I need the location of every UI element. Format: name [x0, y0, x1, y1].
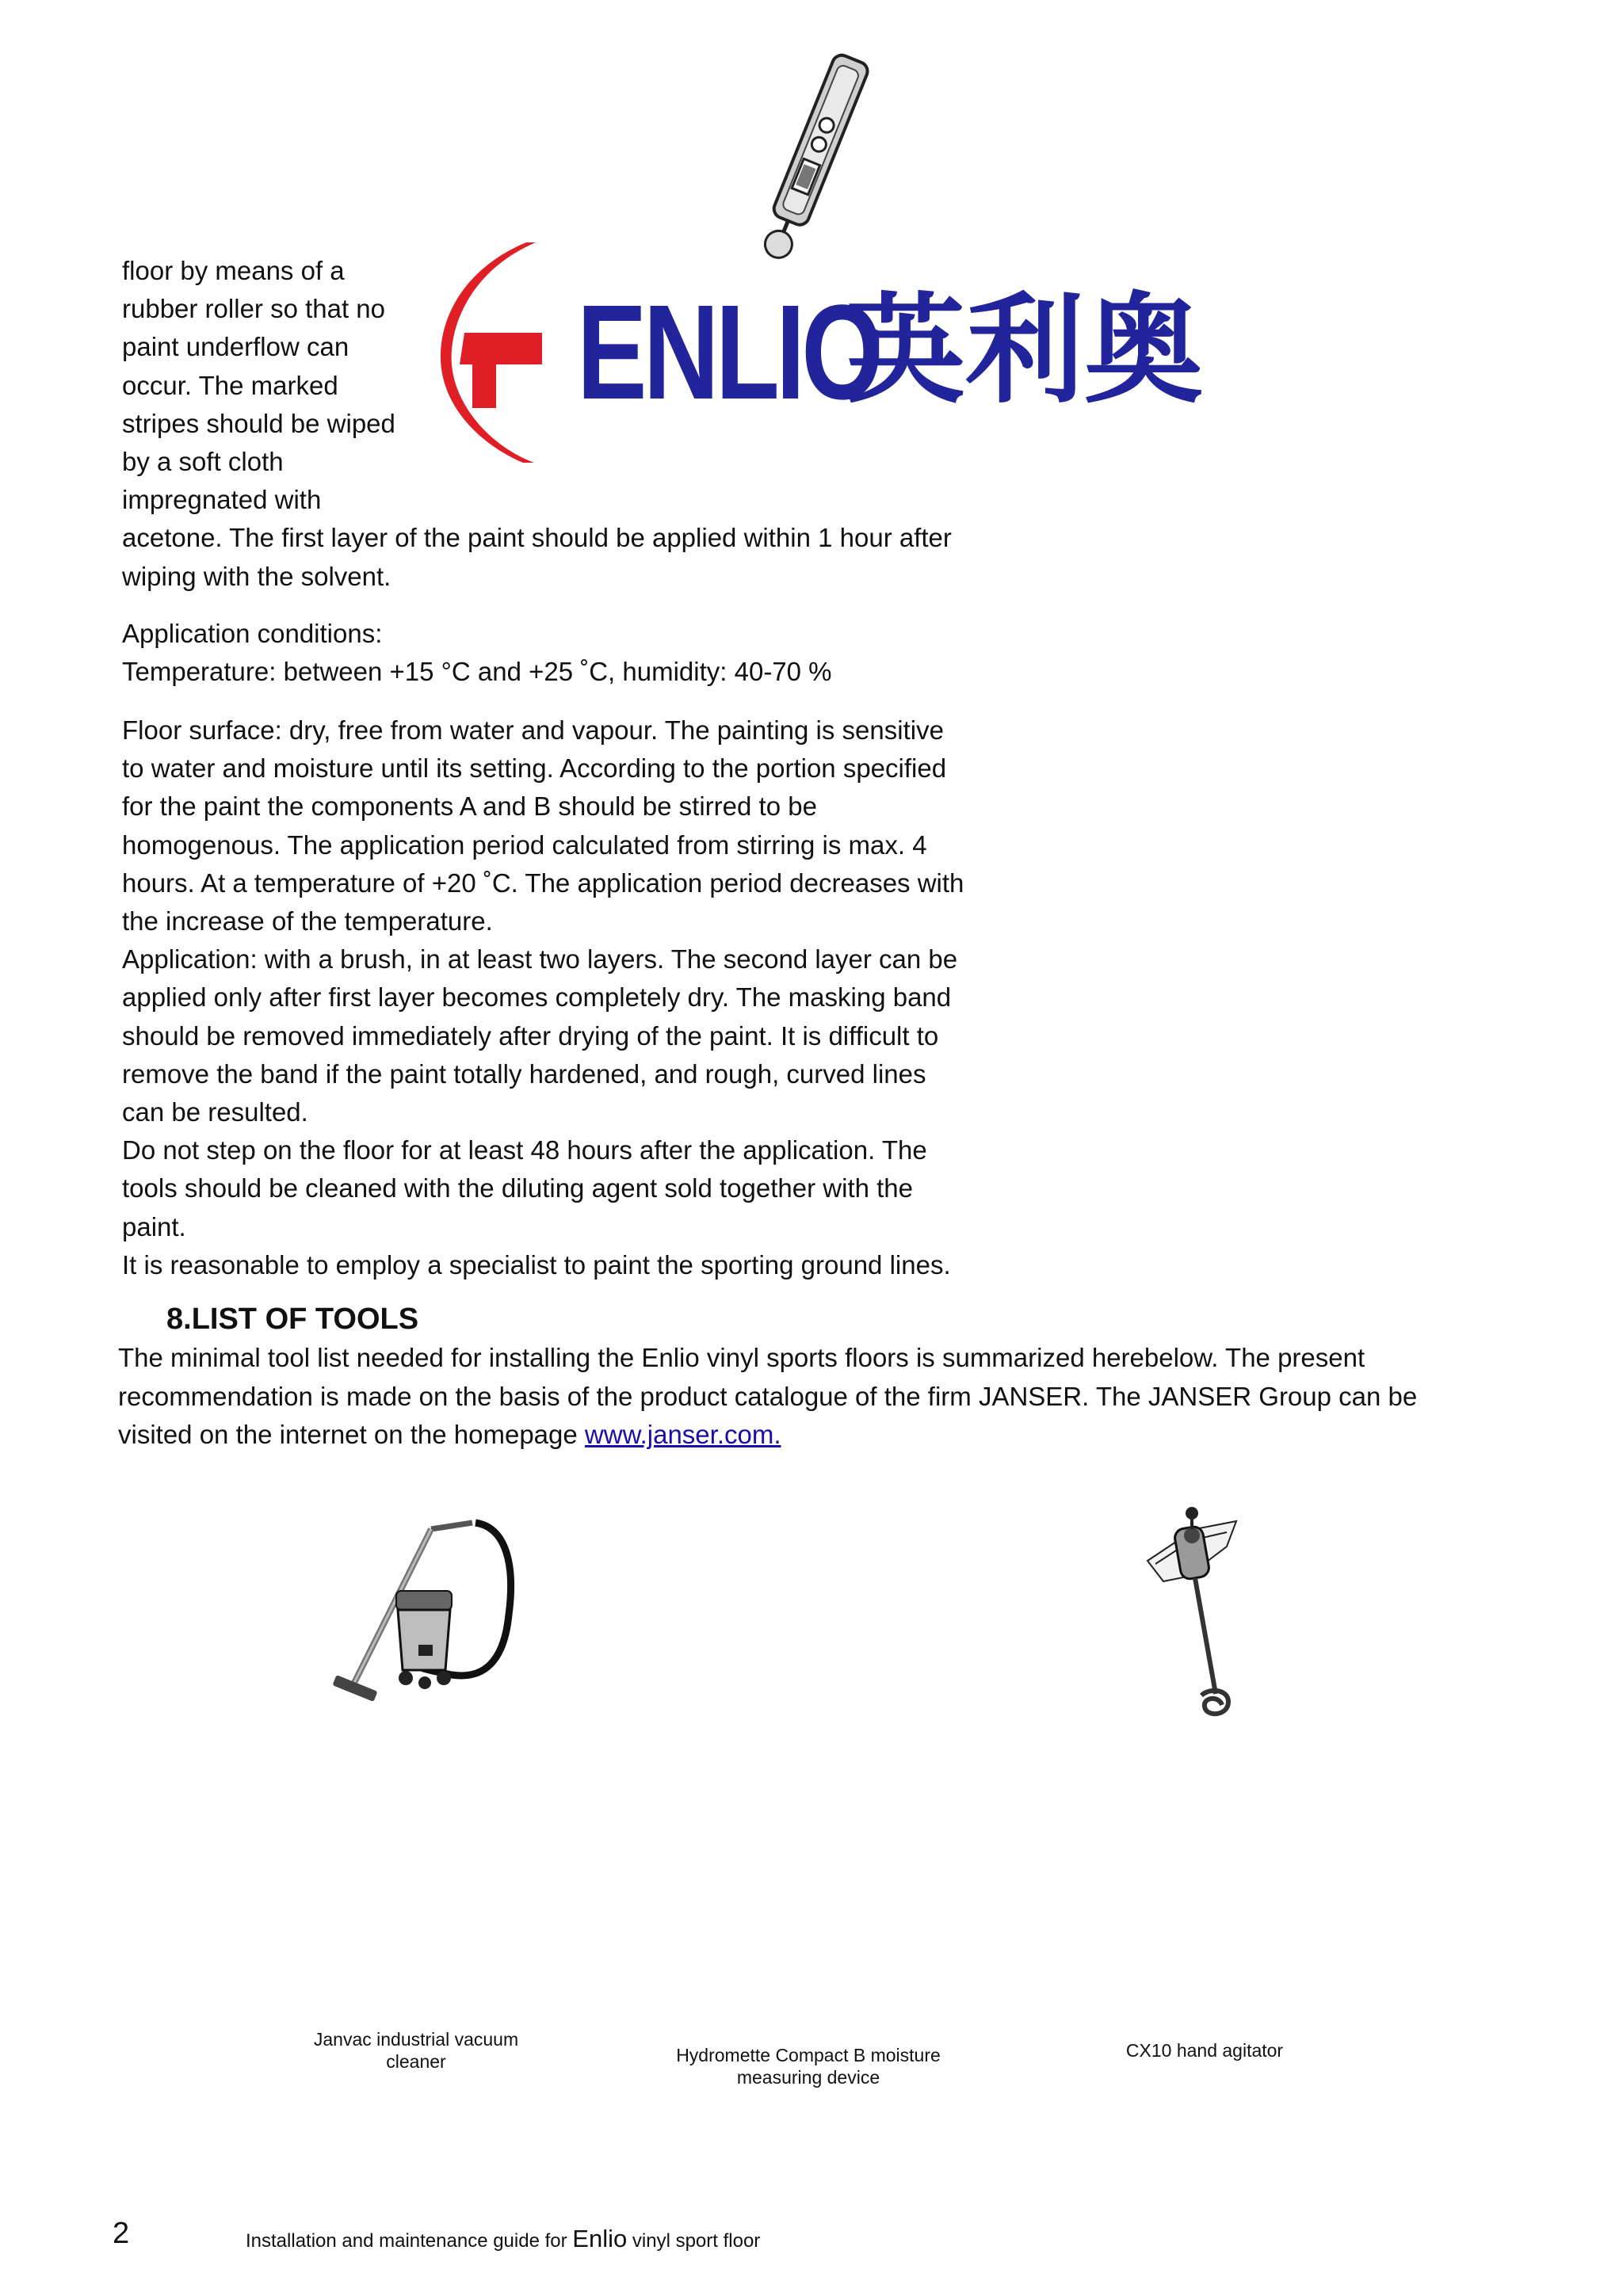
tool-caption-agitator	[1078, 2039, 1331, 2061]
text-line: Application conditions:	[122, 619, 383, 648]
text-line: occur. The marked	[122, 370, 338, 400]
footer-text-before: Installation and maintenance guide for	[246, 2230, 573, 2252]
text-line: Floor surface: dry, free from water and vapour. The painting is sensitive	[122, 715, 944, 745]
text-line: It is reasonable to employ a specialist to paint the sporting ground lines.	[122, 1249, 951, 1280]
caption-line: cleaner	[386, 2051, 446, 2072]
text-line: paint.	[122, 1211, 186, 1241]
text-line: Application: with a brush, in at least two layers. The second layer can be	[122, 944, 958, 974]
text-line: wiping with the solvent.	[122, 561, 391, 591]
page-number: 2	[113, 2217, 130, 2250]
text-line: by a soft cloth	[122, 447, 284, 477]
footer-brand: Enlio	[572, 2225, 628, 2252]
footer-title	[246, 2225, 760, 2253]
text-line: can be resulted.	[122, 1097, 308, 1127]
surface-paragraph	[122, 711, 964, 1284]
paint-prep-paragraph	[122, 252, 952, 596]
text-line: to water and moisture until its setting. According to the portion specified	[122, 753, 947, 784]
text-line: acetone. The first layer of the paint should be applied within 1 hour after	[122, 523, 952, 553]
enlio-logo-text: ENLIO	[577, 277, 880, 428]
caption-line: measuring device	[736, 2067, 880, 2088]
text-line: applied only after first layer becomes completely dry. The masking band	[122, 982, 952, 1013]
text-line: rubber roller so that no	[122, 294, 386, 324]
moisture-meter-icon	[737, 44, 880, 266]
tool-caption-vacuum	[285, 2028, 547, 2073]
text-line: floor by means of a	[122, 256, 345, 285]
enlio-logo-chinese: 英利奥	[846, 282, 1204, 420]
text-line: should be removed immediately after drying of the paint. It is difficult to	[122, 1020, 939, 1051]
text-line: the increase of the temperature.	[122, 906, 493, 936]
section-heading: 8.LIST OF TOOLS	[166, 1302, 419, 1336]
text-line: remove the band if the paint totally hardened, and rough, curved lines	[122, 1058, 926, 1089]
tools-intro-paragraph	[118, 1339, 1545, 1455]
text-line: hours. At a temperature of +20 ˚C. The application period decreases with	[122, 868, 964, 898]
conditions-paragraph	[122, 615, 832, 691]
text-line: impregnated with	[122, 485, 322, 515]
janser-link[interactable]: www.janser.com.	[584, 1420, 781, 1449]
caption-line: Hydromette Compact B moisture	[676, 2045, 941, 2065]
text-line: paint underflow can	[122, 332, 349, 362]
hand-agitator-icon	[1140, 1505, 1251, 1727]
text-line: The minimal tool list needed for installing the Enlio vinyl sports floors is summarized herebelow. The present	[118, 1343, 1365, 1372]
text-fragment: visited on the internet on the homepage	[118, 1420, 585, 1449]
tool-caption-moisture-meter	[650, 2044, 967, 2088]
footer-text-after: vinyl sport floor	[627, 2230, 761, 2252]
caption-line: Janvac industrial vacuum	[313, 2029, 519, 2050]
text-line: Do not step on the floor for at least 48 hours after the application. The	[122, 1135, 927, 1165]
text-line	[118, 1416, 1545, 1455]
text-line: stripes should be wiped	[122, 408, 395, 438]
text-line: Temperature: between +15 °C and +25 ˚C, humidity: 40-70 %	[122, 657, 832, 687]
vacuum-cleaner-icon	[325, 1512, 515, 1726]
text-line: tools should be cleaned with the diluting agent sold together with the	[122, 1173, 914, 1203]
text-line: for the paint the components A and B should be stirred to be	[122, 791, 817, 822]
text-line: homogenous. The application period calculated from stirring is max. 4	[122, 830, 927, 860]
caption-line: CX10 hand agitator	[1125, 2040, 1284, 2061]
text-line: recommendation is made on the basis of the product catalogue of the firm JANSER. The JANSER Group can be	[118, 1381, 1418, 1411]
